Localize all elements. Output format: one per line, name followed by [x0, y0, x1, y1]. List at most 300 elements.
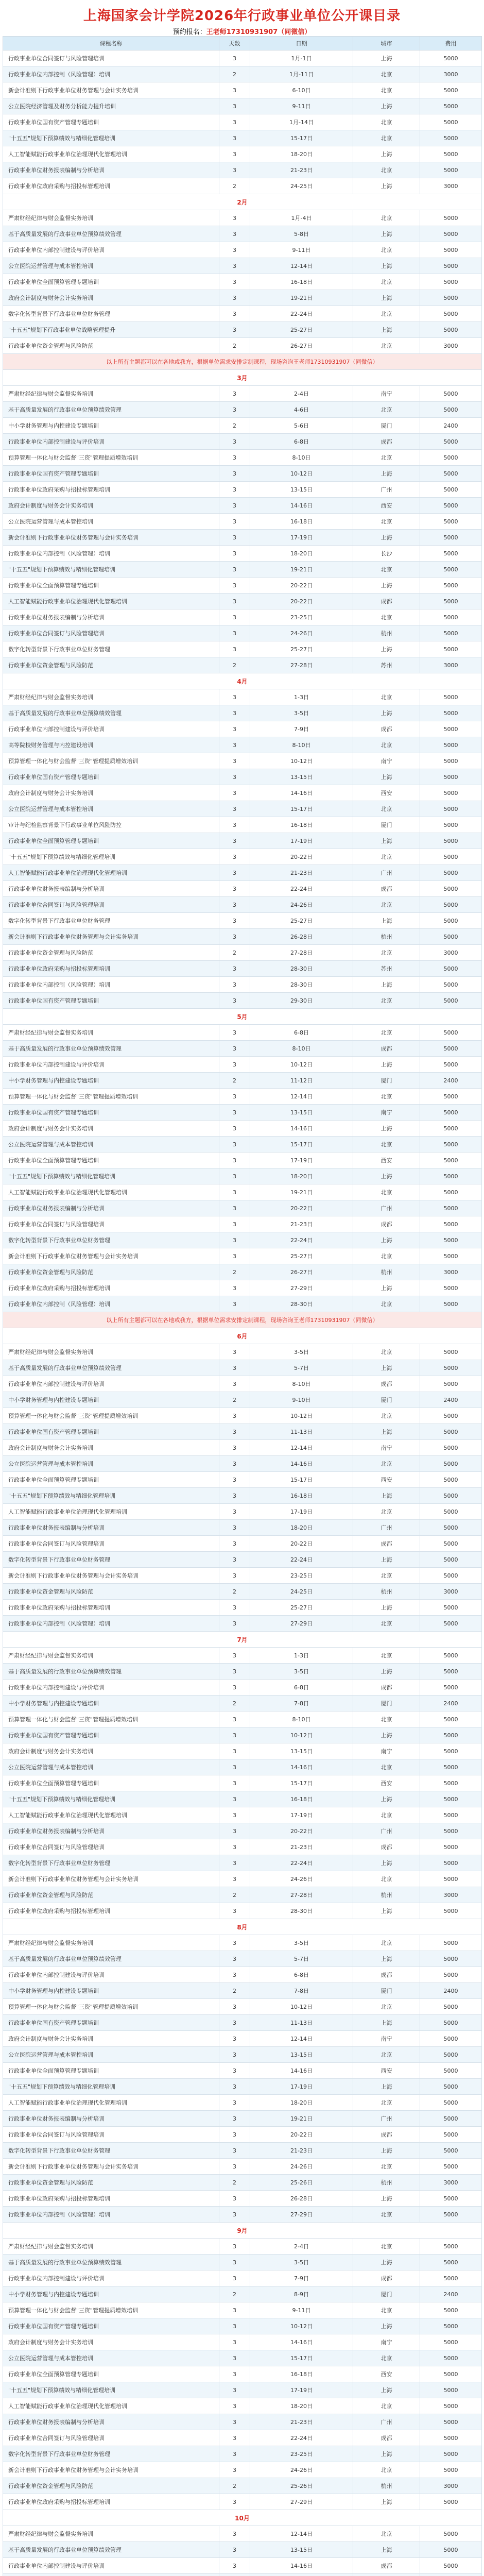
- table-row: [3, 1775, 482, 1791]
- course-date: 22-24日: [250, 1552, 353, 1568]
- course-fee: 5000: [420, 2159, 482, 2175]
- table-row: [3, 1121, 482, 1137]
- course-name: 行政事业单位合同签订与风险管理培训: [3, 1839, 219, 1855]
- course-days: 2: [219, 2478, 250, 2494]
- course-name: 新会计准则下行政事业单位财务管理与会计实务培训: [3, 1568, 219, 1584]
- course-date: 8-10日: [250, 737, 353, 753]
- course-name: 行政事业单位内部控制（风险管理）培训: [3, 1616, 219, 1632]
- course-fee: 5000: [420, 849, 482, 865]
- course-fee: 3000: [420, 1264, 482, 1280]
- course-name: 人工智能赋能行政事业单位治理现代化管理培训: [3, 1504, 219, 1520]
- course-city: 厦门: [353, 2286, 420, 2302]
- table-row: [3, 82, 482, 98]
- course-city: 成都: [353, 881, 420, 897]
- course-name: 行政事业单位内部控制（风险管理）培训: [3, 546, 219, 562]
- course-days: 3: [219, 2191, 250, 2207]
- course-fee: 5000: [420, 1552, 482, 1568]
- course-fee: 5000: [420, 897, 482, 913]
- course-city: 上海: [353, 2143, 420, 2159]
- table-row: [3, 2318, 482, 2334]
- course-days: 3: [219, 2063, 250, 2079]
- course-fee: 5000: [420, 721, 482, 737]
- course-days: 3: [219, 562, 250, 578]
- course-days: 3: [219, 434, 250, 450]
- table-row: [3, 609, 482, 625]
- course-name: 行政事业单位全面预算管理专题培训: [3, 2063, 219, 2079]
- course-name: 行政事业单位财务报表编制与分析培训: [3, 2111, 219, 2127]
- course-date: 20-22日: [250, 1200, 353, 1216]
- table-row: [3, 1711, 482, 1727]
- table-row: [3, 2414, 482, 2430]
- note-row: [3, 1312, 482, 1328]
- table-row: [3, 2334, 482, 2350]
- course-days: 2: [219, 1887, 250, 1903]
- course-name: 中小学财务管理与内控建设专题培训: [3, 1983, 219, 1999]
- course-fee: 5000: [420, 1999, 482, 2015]
- course-days: 3: [219, 1823, 250, 1839]
- course-date: 17-19日: [250, 2382, 353, 2398]
- course-date: 11-13日: [250, 1424, 353, 1440]
- table-row: [3, 1839, 482, 1855]
- course-date: 5-6日: [250, 418, 353, 434]
- table-row: [3, 1089, 482, 1105]
- course-fee: 5000: [420, 2255, 482, 2270]
- course-date: 6-8日: [250, 434, 353, 450]
- course-date: 14-16日: [250, 2334, 353, 2350]
- course-fee: 5000: [420, 2318, 482, 2334]
- course-city: 苏州: [353, 657, 420, 673]
- course-city: 上海: [353, 466, 420, 482]
- table-row: [3, 785, 482, 801]
- course-days: 2: [219, 657, 250, 673]
- table-row: [3, 2015, 482, 2031]
- table-row: [3, 274, 482, 290]
- course-city: 上海: [353, 977, 420, 993]
- course-date: 20-22日: [250, 2127, 353, 2143]
- table-row: [3, 1967, 482, 1983]
- table-row: [3, 1664, 482, 1680]
- course-fee: 5000: [420, 961, 482, 977]
- course-days: 3: [219, 2079, 250, 2095]
- course-date: 8-10日: [250, 1711, 353, 1727]
- course-fee: 2400: [420, 1392, 482, 1408]
- course-days: 3: [219, 1568, 250, 1584]
- table-row: [3, 1472, 482, 1488]
- month-row: [3, 1919, 482, 1935]
- course-fee: 3000: [420, 178, 482, 194]
- course-city: 上海: [353, 578, 420, 594]
- course-date: 27-29日: [250, 2494, 353, 2510]
- course-table: [3, 36, 482, 2576]
- course-date: 21-23日: [250, 2143, 353, 2159]
- table-row: [3, 753, 482, 769]
- course-days: 3: [219, 1248, 250, 1264]
- course-fee: 5000: [420, 609, 482, 625]
- course-name: 数字化转型背景下行政事业单位财务管理: [3, 306, 219, 322]
- course-fee: 5000: [420, 386, 482, 402]
- course-city: 北京: [353, 2526, 420, 2542]
- course-name: 数字化转型背景下行政事业单位财务管理: [3, 1232, 219, 1248]
- course-city: 南宁: [353, 753, 420, 769]
- course-city: 上海: [353, 913, 420, 929]
- course-fee: 5000: [420, 1121, 482, 1137]
- course-name: 行政事业单位政府采购与招投标管理培训: [3, 482, 219, 498]
- course-days: 3: [219, 625, 250, 641]
- table-row: [3, 290, 482, 306]
- month-row: [3, 2510, 482, 2526]
- course-name: 预算管理一体化与财会监督"三资"管理提质增效培训: [3, 450, 219, 466]
- course-date: 5-7日: [250, 1951, 353, 1967]
- table-row: [3, 1743, 482, 1759]
- course-city: 北京: [353, 1137, 420, 1153]
- course-date: 24-26日: [250, 897, 353, 913]
- course-name: 行政事业单位政府采购与招投标管理培训: [3, 1903, 219, 1919]
- course-name: 行政事业单位合同签订与风险管理培训: [3, 50, 219, 66]
- course-name: 预算管理一体化与财会监督"三资"管理提质增效培训: [3, 2302, 219, 2318]
- course-date: 22-24日: [250, 881, 353, 897]
- course-date: 18-20日: [250, 2398, 353, 2414]
- course-date: 24-26日: [250, 625, 353, 641]
- course-city: 苏州: [353, 961, 420, 977]
- month-row: [3, 2223, 482, 2239]
- course-name: 行政事业单位内部控制（风险管理）培训: [3, 1296, 219, 1312]
- table-row: [3, 2494, 482, 2510]
- table-row: [3, 338, 482, 354]
- course-days: 3: [219, 641, 250, 657]
- col-days: 天数: [219, 37, 250, 50]
- col-city: 城市: [353, 37, 420, 50]
- table-row: [3, 1057, 482, 1073]
- course-city: 北京: [353, 338, 420, 354]
- table-row: [3, 1552, 482, 1568]
- course-name: 行政事业单位政府采购与招投标管理培训: [3, 1600, 219, 1616]
- course-date: 6-10日: [250, 82, 353, 98]
- course-days: 3: [219, 514, 250, 530]
- course-date: 16-18日: [250, 1488, 353, 1504]
- course-name: 行政事业单位国有资产管理专题培训: [3, 769, 219, 785]
- table-row: [3, 2382, 482, 2398]
- course-days: 3: [219, 1967, 250, 1983]
- course-name: 行政事业单位全面预算管理专题培训: [3, 1472, 219, 1488]
- course-city: 北京: [353, 2462, 420, 2478]
- table-row: [3, 562, 482, 578]
- course-days: 3: [219, 1855, 250, 1871]
- course-city: 杭州: [353, 929, 420, 945]
- course-days: 3: [219, 2302, 250, 2318]
- course-date: 25-27日: [250, 322, 353, 338]
- course-name: 行政事业单位国有资产管理专题培训: [3, 1105, 219, 1121]
- course-fee: 5000: [420, 1967, 482, 1983]
- course-fee: 5000: [420, 498, 482, 514]
- course-date: 14-16日: [250, 1759, 353, 1775]
- course-date: 26-27日: [250, 338, 353, 354]
- course-name: 中小学财务管理与内控建设专题培训: [3, 418, 219, 434]
- course-name: 行政事业单位全面预算管理专题培训: [3, 578, 219, 594]
- course-date: 23-25日: [250, 1568, 353, 1584]
- course-city: 上海: [353, 1280, 420, 1296]
- course-city: 北京: [353, 1807, 420, 1823]
- course-days: 2: [219, 1264, 250, 1280]
- course-days: 3: [219, 1775, 250, 1791]
- course-name: 严肃财经纪律与财会监督实务培训: [3, 210, 219, 226]
- course-fee: 5000: [420, 2382, 482, 2398]
- course-days: 3: [219, 1424, 250, 1440]
- course-city: 上海: [353, 178, 420, 194]
- table-row: [3, 1600, 482, 1616]
- table-row: [3, 546, 482, 562]
- course-city: 成都: [353, 2270, 420, 2286]
- course-days: 3: [219, 1456, 250, 1472]
- course-fee: 5000: [420, 801, 482, 817]
- course-date: 25-27日: [250, 1248, 353, 1264]
- course-name: 行政事业单位资金管理与风险防范: [3, 1584, 219, 1600]
- note-text: 以上所有主题都可以在各地或我方，根据单位需求安排定制课程，现场咨询王老师17310931907（同微信）: [3, 1312, 482, 1328]
- course-date: 1月-4日: [250, 210, 353, 226]
- course-name: 行政事业单位合同签订与风险管理培训: [3, 2127, 219, 2143]
- course-date: 23-25日: [250, 609, 353, 625]
- course-city: 北京: [353, 2047, 420, 2063]
- course-date: 18-20日: [250, 1520, 353, 1536]
- table-row: [3, 2079, 482, 2095]
- course-date: 19-21日: [250, 1184, 353, 1200]
- table-row: [3, 1025, 482, 1041]
- course-fee: 5000: [420, 530, 482, 546]
- course-city: 上海: [353, 226, 420, 242]
- course-date: 21-23日: [250, 865, 353, 881]
- course-name: 公立医院运营管理与成本管控培训: [3, 2047, 219, 2063]
- course-date: 28-30日: [250, 961, 353, 977]
- course-city: 北京: [353, 1999, 420, 2015]
- course-days: 3: [219, 2031, 250, 2047]
- table-row: [3, 482, 482, 498]
- course-name: 行政事业单位资金管理与风险防范: [3, 2175, 219, 2191]
- course-name: 行政事业单位合同签订与风险管理培训: [3, 625, 219, 641]
- course-fee: 5000: [420, 1360, 482, 1376]
- table-row: [3, 1648, 482, 1664]
- course-fee: 5000: [420, 2350, 482, 2366]
- course-days: 3: [219, 2334, 250, 2350]
- table-row: [3, 1376, 482, 1392]
- table-row: [3, 1137, 482, 1153]
- col-course: 课程名称: [3, 37, 219, 50]
- course-days: 3: [219, 2143, 250, 2159]
- course-days: 3: [219, 961, 250, 977]
- course-days: 3: [219, 1232, 250, 1248]
- table-row: [3, 657, 482, 673]
- course-city: 成都: [353, 1839, 420, 1855]
- course-name: 新会计准则下行政事业单位财务管理与会计实务培训: [3, 929, 219, 945]
- course-city: 上海: [353, 1488, 420, 1504]
- course-fee: 5000: [420, 2302, 482, 2318]
- course-name: 新会计准则下行政事业单位财务管理与会计实务培训: [3, 2462, 219, 2478]
- table-row: [3, 2191, 482, 2207]
- course-name: 基于高质量发展的行政事业单位预算绩效管理: [3, 1664, 219, 1680]
- course-name: 高等院校财务管理与内控建设培训: [3, 737, 219, 753]
- course-days: 3: [219, 849, 250, 865]
- course-fee: 5000: [420, 306, 482, 322]
- course-city: 长沙: [353, 546, 420, 562]
- course-fee: 5000: [420, 578, 482, 594]
- table-row: [3, 1951, 482, 1967]
- course-date: 18-20日: [250, 146, 353, 162]
- course-date: 14-16日: [250, 1121, 353, 1137]
- course-days: 3: [219, 530, 250, 546]
- course-date: 1月-14日: [250, 114, 353, 130]
- course-name: 人工智能赋能行政事业单位治理现代化管理培训: [3, 146, 219, 162]
- course-date: 12-14日: [250, 2031, 353, 2047]
- table-row: [3, 386, 482, 402]
- course-date: 3-5日: [250, 705, 353, 721]
- course-city: 上海: [353, 2382, 420, 2398]
- course-city: 成都: [353, 2430, 420, 2446]
- course-name: 行政事业单位财务报表编制与分析培训: [3, 2414, 219, 2430]
- course-name: "十五五"规划下预算绩效与精细化管理培训: [3, 1168, 219, 1184]
- course-city: 北京: [353, 945, 420, 961]
- course-fee: 5000: [420, 514, 482, 530]
- course-city: 上海: [353, 2318, 420, 2334]
- course-city: 北京: [353, 1184, 420, 1200]
- course-fee: 5000: [420, 2462, 482, 2478]
- table-row: [3, 1041, 482, 1057]
- course-name: 行政事业单位资金管理与风险防范: [3, 338, 219, 354]
- course-city: 上海: [353, 2079, 420, 2095]
- course-fee: 2400: [420, 2286, 482, 2302]
- course-fee: 5000: [420, 2430, 482, 2446]
- course-name: 人工智能赋能行政事业单位治理现代化管理培训: [3, 2095, 219, 2111]
- course-date: 4-6日: [250, 402, 353, 418]
- course-date: 21-23日: [250, 1839, 353, 1855]
- course-city: 广州: [353, 865, 420, 881]
- course-fee: 5000: [420, 929, 482, 945]
- course-days: 3: [219, 1871, 250, 1887]
- course-fee: 5000: [420, 1536, 482, 1552]
- course-fee: 5000: [420, 1855, 482, 1871]
- course-city: 南宁: [353, 1743, 420, 1759]
- course-fee: 5000: [420, 482, 482, 498]
- course-city: 厦门: [353, 418, 420, 434]
- course-days: 3: [219, 2382, 250, 2398]
- table-row: [3, 450, 482, 466]
- course-city: 上海: [353, 1791, 420, 1807]
- course-date: [250, 2574, 353, 2576]
- course-name: 行政事业单位国有资产管理专题培训: [3, 1727, 219, 1743]
- table-row: [3, 1727, 482, 1743]
- month-label: 4月: [3, 673, 482, 689]
- course-days: 2: [219, 418, 250, 434]
- course-days: 3: [219, 721, 250, 737]
- course-fee: 5000: [420, 2494, 482, 2510]
- course-date: 16-18日: [250, 1791, 353, 1807]
- table-row: [3, 322, 482, 338]
- course-date: 25-26日: [250, 2175, 353, 2191]
- table-row: [3, 849, 482, 865]
- course-days: 3: [219, 1616, 250, 1632]
- course-fee: 5000: [420, 881, 482, 897]
- course-city: 成都: [353, 594, 420, 609]
- table-row: [3, 913, 482, 929]
- course-days: 3: [219, 2542, 250, 2558]
- course-fee: 5000: [420, 1137, 482, 1153]
- course-city: 上海: [353, 705, 420, 721]
- course-date: 11-12日: [250, 1073, 353, 1089]
- course-name: 公立医院运营管理与成本管控培训: [3, 2350, 219, 2366]
- course-date: 8-10日: [250, 1041, 353, 1057]
- table-row: [3, 881, 482, 897]
- course-days: 3: [219, 2446, 250, 2462]
- table-row: [3, 769, 482, 785]
- table-row: [3, 1903, 482, 1919]
- table-row: [3, 1392, 482, 1408]
- course-city: 北京: [353, 1504, 420, 1520]
- course-days: 3: [219, 689, 250, 705]
- table-row: [3, 689, 482, 705]
- course-city: 北京: [353, 306, 420, 322]
- course-date: 7-9日: [250, 2270, 353, 2286]
- course-days: 3: [219, 929, 250, 945]
- course-days: 3: [219, 2207, 250, 2223]
- table-row: [3, 2286, 482, 2302]
- course-date: 2-4日: [250, 386, 353, 402]
- course-city: 厦门: [353, 1073, 420, 1089]
- course-date: 6-8日: [250, 1025, 353, 1041]
- course-name: [3, 2574, 219, 2576]
- course-city: 西安: [353, 2366, 420, 2382]
- course-date: 27-29日: [250, 2207, 353, 2223]
- course-days: 3: [219, 1807, 250, 1823]
- course-fee: 3000: [420, 2175, 482, 2191]
- table-row: [3, 1184, 482, 1200]
- course-name: "十五五"规划下预算绩效与精细化管理培训: [3, 2079, 219, 2095]
- course-date: 15-17日: [250, 1775, 353, 1791]
- course-days: 3: [219, 1664, 250, 1680]
- course-city: 北京: [353, 2095, 420, 2111]
- course-days: 2: [219, 2175, 250, 2191]
- table-row: [3, 705, 482, 721]
- table-row: [3, 2143, 482, 2159]
- course-fee: 5000: [420, 1057, 482, 1073]
- course-city: 广州: [353, 1823, 420, 1839]
- course-city: 北京: [353, 274, 420, 290]
- course-city: 成都: [353, 1216, 420, 1232]
- course-date: 20-22日: [250, 1536, 353, 1552]
- course-fee: 5000: [420, 1488, 482, 1504]
- month-row: [3, 194, 482, 210]
- course-name: "十五五"规划下行政事业单位战略管理提升: [3, 322, 219, 338]
- course-name: 基于高质量发展的行政事业单位预算绩效管理: [3, 705, 219, 721]
- course-fee: 5000: [420, 2191, 482, 2207]
- course-city: 北京: [353, 82, 420, 98]
- course-fee: 5000: [420, 2270, 482, 2286]
- course-days: 3: [219, 2494, 250, 2510]
- course-days: 3: [219, 865, 250, 881]
- table-row: [3, 2350, 482, 2366]
- course-name: 行政事业单位全面预算管理专题培训: [3, 274, 219, 290]
- course-city: 北京: [353, 2302, 420, 2318]
- course-date: 22-24日: [250, 306, 353, 322]
- course-name: 新会计准则下行政事业单位财务管理与会计实务培训: [3, 1248, 219, 1264]
- course-days: 3: [219, 322, 250, 338]
- course-fee: 5000: [420, 1520, 482, 1536]
- course-days: 3: [219, 2239, 250, 2255]
- col-fee: 费用: [420, 37, 482, 50]
- course-fee: 5000: [420, 785, 482, 801]
- course-fee: 5000: [420, 2143, 482, 2159]
- course-date: 10-12日: [250, 753, 353, 769]
- course-days: 2: [219, 1983, 250, 1999]
- table-row: [3, 1232, 482, 1248]
- course-date: 27-28日: [250, 945, 353, 961]
- course-date: 3-5日: [250, 2255, 353, 2270]
